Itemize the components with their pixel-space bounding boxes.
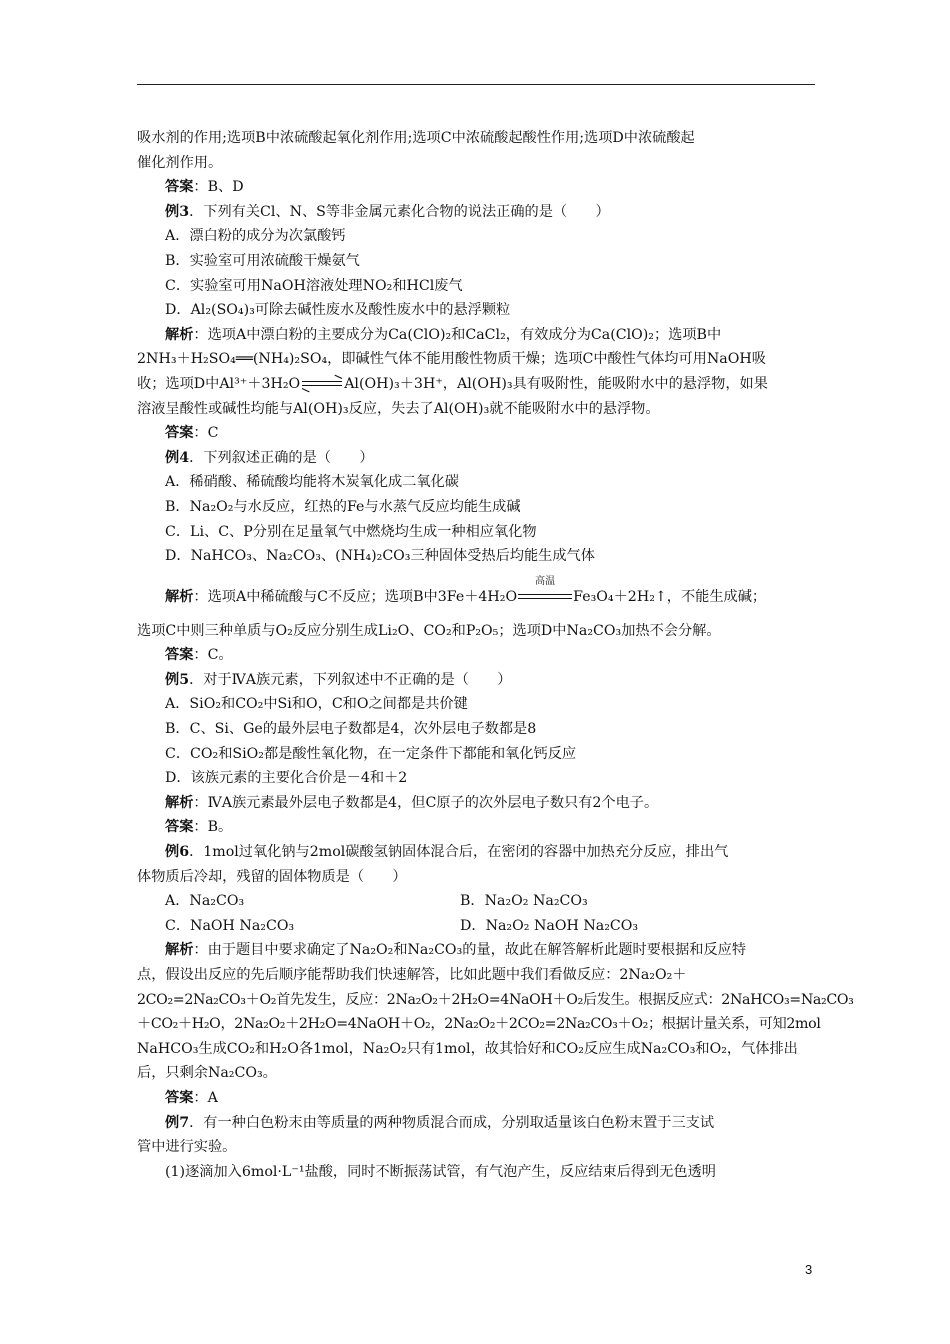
answer-text: ：B、D [193,179,244,196]
answer-text: ：B。 [193,819,233,836]
option-c: C．CO₂和SiO₂都是酸性氧化物，在一定条件下都能和氧化钙反应 [165,745,577,762]
option-a: A．SiO₂和CO₂中Si和O，C和O之间都是共价键 [165,696,468,713]
analysis-line [137,323,815,348]
analysis-line: NaHCO₃生成CO₂和H₂O各1mol，Na₂O₂只有1mol，故其恰好和CO₂反应生成Na₂CO₃和O₂，气体排出 [137,1040,798,1057]
question-text: ．1mol过氧化钠与2mol碳酸氢钠固体混合后，在密闭的容器中加热充分反应，排出气 [189,844,729,861]
analysis-line: 2NH₃＋H₂SO₄══(NH₄)₂SO₄，即碱性气体不能用酸性物质干燥；选项C中酸性气体均可用NaOH吸 [137,351,766,368]
sub-question: (1)逐滴加入6mol·L⁻¹盐酸，同时不断振荡试管，有气泡产生，反应结束后得到无色透明 [165,1163,716,1180]
answer-label: 答案 [165,819,194,836]
example-6-question [137,840,815,865]
analysis-label: 解析 [165,588,194,605]
question-text: ．对于ⅣA族元素，下列叙述中不正确的是（ ） [189,671,512,688]
answer-text: ：A [193,1089,218,1106]
option-c: C．Li、C、P分别在足量氧气中燃烧均生成一种相应氧化物 [165,523,537,540]
example-label: 例6 [165,844,190,861]
reversible-arrow-icon [302,379,342,389]
question-text: ．下列有关Cl、N、S等非金属元素化合物的说法正确的是（ ） [189,203,610,220]
option-d: D．Al₂(SO₄)₃可除去碱性废水及酸性废水中的悬浮颗粒 [165,302,511,319]
example-4-question [137,446,815,471]
answer-line [137,421,815,446]
option-b: B．Na₂O₂ Na₂CO₃ [460,893,588,910]
question-text: ．有一种白色粉末由等质量的两种物质混合而成，分别取适量该白色粉末置于三支试 [189,1114,715,1131]
option-a: A．稀硝酸、稀硫酸均能将木炭氧化成二氧化碳 [165,474,459,491]
analysis-line [137,569,815,619]
analysis-text: ：ⅣA族元素最外层电子数都是4，但C原子的次外层电子数只有2个电子。 [193,794,659,811]
option-b: B．Na₂O₂与水反应，红热的Fe与水蒸气反应均能生成碱 [165,498,521,515]
answer-text: ：C [193,425,219,442]
example-3-question [137,200,815,225]
answer-line [137,1086,815,1111]
option-d: D．Na₂O₂ NaOH Na₂CO₃ [460,917,639,934]
analysis-line: 选项C中则三种单质与O₂反应分别生成Li₂O、CO₂和P₂O₅；选项D中Na₂CO₃加热不会分解。 [137,622,721,639]
analysis-line [137,938,815,963]
page-number: 3 [805,1262,813,1277]
analysis-line [137,372,815,397]
option-c: C．实验室可用NaOH溶液处理NO₂和HCl废气 [165,277,463,294]
answer-label: 答案 [165,425,194,442]
text-line: 吸水剂的作用;选项B中浓硫酸起氧化剂作用;选项C中浓硫酸起酸性作用;选项D中浓硫酸起 [137,130,695,146]
analysis-text: ：选项A中稀硫酸与C不反应；选项B中3Fe＋4H₂O [193,588,518,605]
analysis-text: Al(OH)₃＋3H⁺，Al(OH)₃具有吸附性，能吸附水中的悬浮物，如果 [344,375,768,392]
analysis-line: 点，假设出反应的先后顺序能帮助我们快速解答，比如此题中我们看做反应：2Na₂O₂＋ [137,967,687,983]
option-b: B．C、Si、Ge的最外层电子数都是4，次外层电子数都是8 [165,721,537,738]
analysis-label: 解析 [165,942,194,959]
option-a: A．漂白粉的成分为次氯酸钙 [165,228,346,245]
example-7-question [137,1111,815,1136]
options-row [137,889,815,914]
option-a: A．Na₂CO₃ [165,893,245,910]
answer-label: 答案 [165,647,194,664]
text-line: 催化剂作用。 [137,154,223,171]
condition-label: 高温 [535,575,556,587]
analysis-line: 后，只剩余Na₂CO₃。 [137,1065,277,1082]
example-label: 例3 [165,203,190,220]
example-5-question [137,668,815,693]
answer-text: ：C。 [193,647,233,664]
option-d: D．NaHCO₃、Na₂CO₃、(NH₄)₂CO₃三种固体受热后均能生成气体 [165,548,595,565]
reaction-condition-arrow [518,575,572,604]
document-body [137,126,854,1184]
option-b: B．实验室可用浓硫酸干燥氨气 [165,252,360,269]
analysis-line [137,791,815,816]
analysis-label: 解析 [165,326,194,343]
options-row [137,914,815,939]
question-text: 管中进行实验。 [137,1139,237,1156]
answer-label: 答案 [165,179,194,196]
answer-line [137,815,815,840]
answer-label: 答案 [165,1089,194,1106]
analysis-text: ：由于题目中要求确定了Na₂O₂和Na₂CO₃的量，故此在解答解析此题时要根据和反应特 [193,942,747,959]
option-d: D．该族元素的主要化合价是－4和＋2 [165,770,408,787]
question-text: 体物质后冷却，残留的固体物质是（ ） [137,868,407,885]
question-text: ．下列叙述正确的是（ ） [189,449,374,466]
analysis-label: 解析 [165,794,194,811]
analysis-text: 收；选项D中Al³⁺＋3H₂O [137,375,301,392]
analysis-text: ：选项A中漂白粉的主要成分为Ca(ClO)₂和CaCl₂，有效成分为Ca(ClO)₂；选项B中 [193,326,722,343]
analysis-line: 2CO₂=2Na₂CO₃＋O₂首先发生，反应：2Na₂O₂＋2H₂O=4NaOH＋O₂后发生。根据反应式：2NaHCO₃=Na₂CO₃ [137,991,854,1008]
example-label: 例5 [165,671,190,688]
analysis-line: 溶液呈酸性或碱性均能与Al(OH)₃反应，失去了Al(OH)₃就不能吸附水中的悬浮物。 [137,400,660,417]
analysis-line: ＋CO₂＋H₂O，2Na₂O₂＋2H₂O=4NaOH＋O₂，2Na₂O₂＋2CO₂=2Na₂CO₃＋O₂；根据计量关系，可知2mol [137,1016,821,1033]
header-rule [137,84,815,85]
example-label: 例4 [165,449,190,466]
answer-line [137,175,815,200]
answer-line [137,643,815,668]
example-label: 例7 [165,1114,190,1131]
option-c: C．NaOH Na₂CO₃ [165,917,295,934]
analysis-text: Fe₃O₄＋2H₂↑，不能生成碱； [573,588,767,605]
